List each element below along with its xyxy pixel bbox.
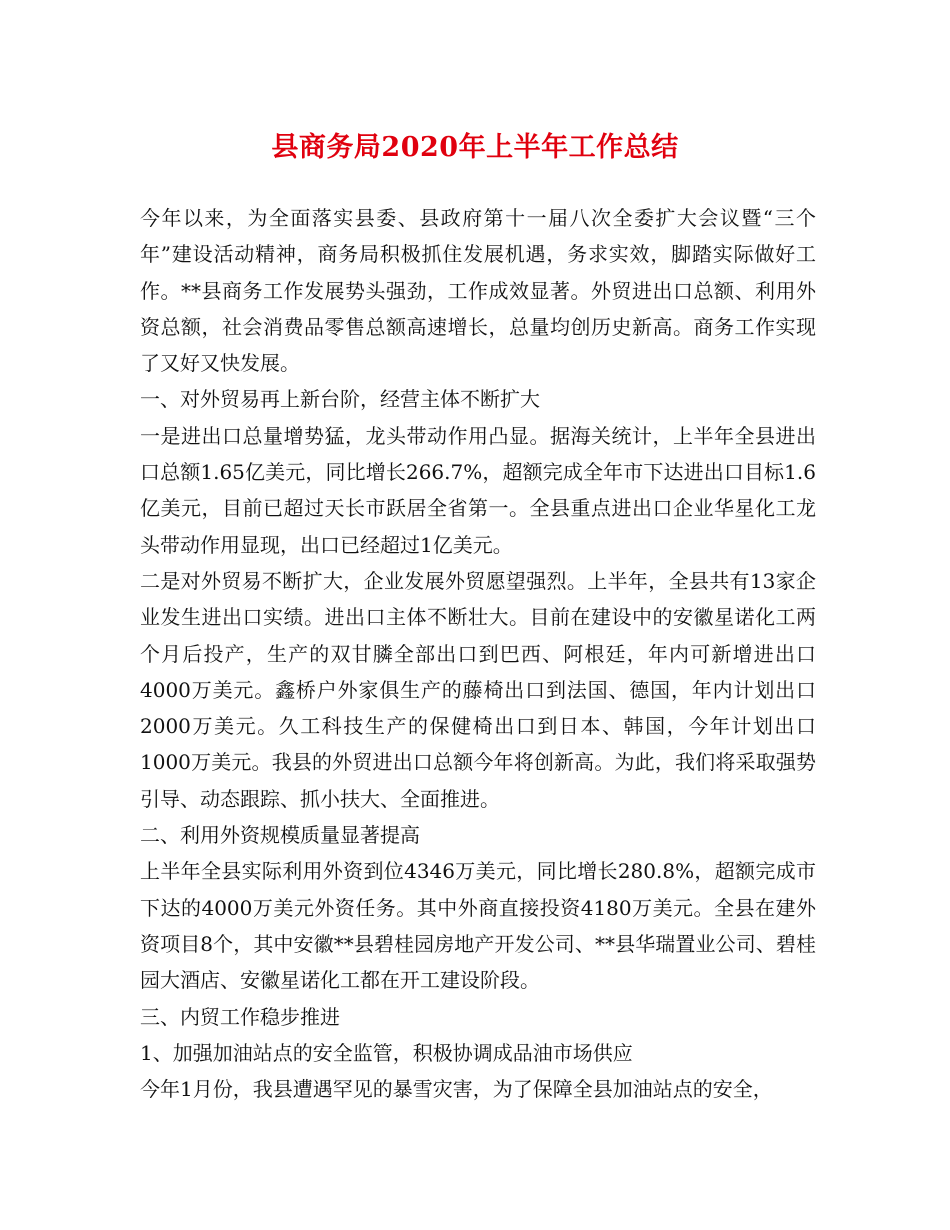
paragraph-foreign-investment: 上半年全县实际利用外资到位4346万美元，同比增长280.8%，超额完成市下达的4000万美元外资任务。其中外商直接投资4180万美元。全县在建外资项目8个，其中安徽**县碧桂园房地产开发公司、**县华瑞置业公司、碧桂园大酒店、安徽星诺化工都在开工建设阶段。 [140, 859, 816, 993]
paragraph-foreign-trade-expansion: 二是对外贸易不断扩大，企业发展外贸愿望强烈。上半年，全县共有13家企业发生进出口实绩。进出口主体不断壮大。目前在建设中的安徽星诺化工两个月后投产，生产的双甘膦全部出口到巴西、阿根廷，年内可新增进出口4000万美元。鑫桥户外家俱生产的藤椅出口到法国、德国，年内计划出口2000万美元。久工科技生产的保健椅出口到日本、韩国，今年计划出口1000万美元。我县的外贸进出口总额今年将创新高。为此，我们将采取强势引导、动态跟踪、抓小扶大、全面推进。 [140, 568, 816, 811]
document-body [140, 200, 816, 1107]
section-heading-domestic-trade: 三、内贸工作稳步推进 [140, 1004, 340, 1029]
subsection-heading-gas-stations: 1、加强加油站点的安全监管，积极协调成品油市场供应 [140, 1040, 633, 1065]
paragraph-snow-disaster: 今年1月份，我县遭遇罕见的暴雪灾害，为了保障全县加油站点的安全， [140, 1077, 773, 1102]
section-heading-foreign-trade: 一、对外贸易再上新台阶，经营主体不断扩大 [140, 387, 540, 412]
section-heading-foreign-investment: 二、利用外资规模质量显著提高 [140, 823, 420, 848]
paragraph-intro: 今年以来，为全面落实县委、县政府第十一届八次全委扩大会议暨“三个年”建设活动精神，商务局积极抓住发展机遇，务求实效，脚踏实际做好工作。**县商务工作发展势头强劲，工作成效显著。外贸进出口总额、利用外资总额，社会消费品零售总额高速增长，总量均创历史新高。商务工作实现了又好又快发展。 [140, 206, 816, 376]
paragraph-import-export-total: 一是进出口总量增势猛，龙头带动作用凸显。据海关统计，上半年全县进出口总额1.65亿美元，同比增长266.7%，超额完成全年市下达进出口目标1.6亿美元，目前已超过天长市跃居全省第一。全县重点进出口企业华星化工龙头带动作用显现，出口已经超过1亿美元。 [140, 423, 816, 557]
document-title: 县商务局2020年上半年工作总结 [271, 132, 679, 163]
